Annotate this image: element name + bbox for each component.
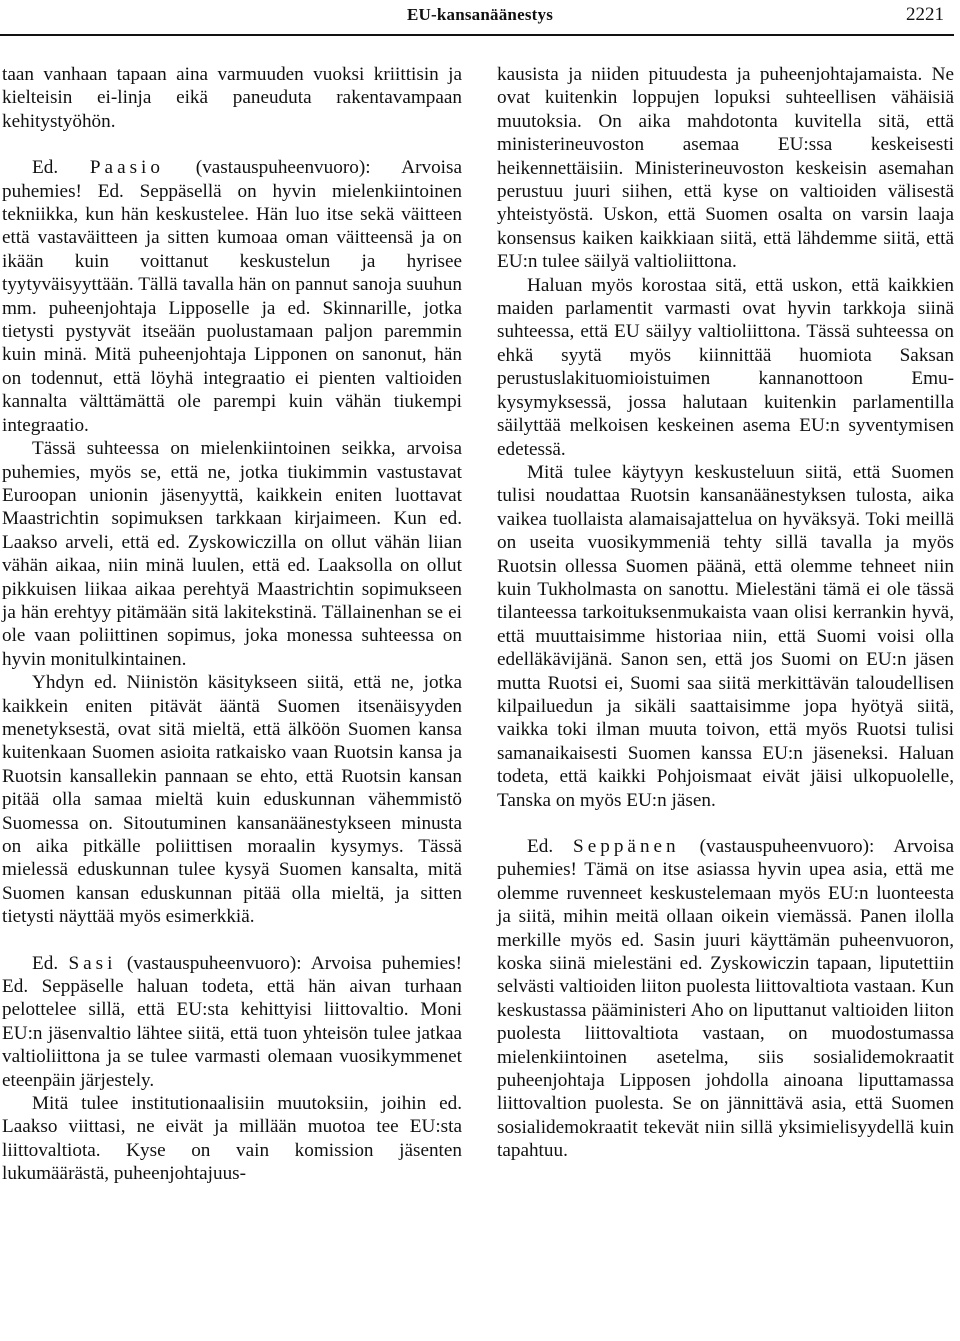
speaker-name: Seppänen	[573, 836, 680, 857]
paragraph-text: Mitä tulee institutionaalisiin muutoksiin, joihin ed. Laakso viittasi, ne eivät ja millään muotoa tee EU:sta liittovaltiota. Kyse on vain komission jäsenten lukumäärästä, puheenjohtajuus-	[2, 1093, 462, 1185]
paragraph-text: (vastauspuheenvuoro): Arvoisa puhemies! Tämä on itse asiassa hyvin upea asia, että me olemme ruvenneet keskustelemaan myös EU:n luonteesta ja siitä, mihin meitä ollaan oikein viemässä. Panen ilolla merkille myös ed. Sasin juuri käyttämän puheenvuoron, koska siinä mielestäni ed. Zyskowiczin tapaan, liputettiin selvästi valtioiden liiton puolesta liittovaltiota vastaan. Kun keskustassa pääministeri Aho on liputtanut valtioiden liiton puolesta liittovaltiota vastaan, on muodostumassa mielenkiintoinen asetelma, siis sosialidemokraatit puheenjohtaja Lipposen johdolla ainoana liputtamassa liittovaltion puolesta. Se on jännittävä asia, että Suomen sosialidemokraatit tekevät niin sillä yksimielisyydellä kuin tapahtuu.	[497, 836, 954, 1162]
speaker-prefix: Ed.	[32, 157, 90, 179]
paragraph-seppanen	[497, 835, 954, 1163]
paragraph-text: (vastauspuheenvuoro): Arvoisa puhemies! Ed. Seppäsellä on hyvin mielenkiintoinen tekniikka, kun hän keskustelee. Hän luo itse sekä väitteen että vastaväitteen ja sitten kumoaa oman väitteensä ja on ikään kuin voittanut keskustelun ja hyrisee tyytyväisyyttään. Tällä tavalla hän on pannut sanoja suuhun mm. puheenjohtaja Lipposelle ja ed. Skinnarille, jotka tietysti pystyvät itseään puolustamaan paljon paremmin kuin minä. Mitä puheenjohtaja Lipponen on sanonut, hän on todennut, että löyhä integraatio ei pienten valtioiden kannalta välttämättä ole parempi kuin vähän tiukempi integraatio.	[2, 157, 462, 436]
paragraph-text: Yhdyn ed. Niinistön käsitykseen siitä, että ne, jotka kaikkein eniten pitävät ääntä Suomen itsenäisyyden menetyksestä, ovat sitä mieltä, että älköön Suomen kansa kuitenkaan Suomen asioita ratkaisko vaan Ruotsin kansa ja Ruotsin kansallekin pannaan se ehto, että Ruotsin kansan pitää olla samaa mieltä kuin eduskunnan vähemmistö Suomessa on. Sitoutuminen kansanäänestykseen minusta on aika pitkälle poliittisen moraalin kysymys. Tässä mielessä eduskunnan tulee kysyä Suomen kansalta, mitä Suomen kansan eduskunnan pitää olla mieltä, ja sitten tietysti näyttää myös esimerkkiä.	[2, 672, 462, 928]
page-number: 2221	[906, 4, 944, 25]
right-column	[497, 63, 954, 1163]
speaker-prefix: Ed.	[527, 836, 574, 857]
paragraph-text: Mitä tulee käytyyn keskusteluun siitä, että Suomen tulisi noudattaa Ruotsin kansanäänestyksen tulosta, aika vaikea tuollaista alamaisajattelua on hyväksyä. Toki meillä on useita vuosikymmeniä tehty sillä tavalla ja myös Ruotsin ollessa Suomen päänä, että olemme tehneet niin kuin Tukholmasta on sanottu. Mielestäni tämä ei ole tässä tilanteessa tarkoituksenmukaista vaan olisi kerrankin hyvä, että muuttaisimme historiaa niin, että Suomi voisi olla edelläkävijänä. Sanon sen, että jos Suomi on EU:n jäsen mutta Ruotsi ei, Suomi saa siitä merkittävän taloudellisen kilpailuedun ja sikäli saattaisimme jopa hyötyä siitä, vaikka toki ilman muuta toivon, että myös Ruotsi tulisi samanaikaisesti Suomen kanssa EU:n jäseneksi. Haluan todeta, että kaikki Pohjoismaat eivät jäisi ulkopuolelle, Tanska on myös EU:n jäsen.	[497, 461, 954, 811]
paragraph-continuation: taan vanhaan tapaan aina varmuuden vuoksi kriittisin ja kielteisin ei-linja eikä paneuduta rakentavampaan kehitystyöhön.	[2, 64, 462, 132]
header-rule	[0, 34, 954, 36]
paragraph-text: (vastauspuheenvuoro): Arvoisa puhemies! Ed. Seppäselle haluan todeta, että hän aivan turhaan pelottelee sillä, että EU:sta kehittyisi liittovaltio. Moni EU:n jäsenvaltio lähtee siitä, että tuon yhteisön tulee jatkaa valtioliittona ja se tulee varmasti olemaan vuosikymmenet eteenpäin järjestely.	[2, 952, 462, 1091]
paragraph-paasio	[2, 156, 462, 437]
left-column	[2, 63, 462, 1186]
page-header	[0, 3, 950, 29]
speaker-name: Sasi	[68, 952, 117, 974]
paragraph-text: Tässä suhteessa on mielenkiintoinen seikka, arvoisa puhemies, myös se, että ne, jotka tiukimmin vastustavat Euroopan unionin jäsenyyttä, kaikkein eniten luottavat Maastrichtin sopimuksen tarkkaan kirjaimeen. Kun ed. Laakso arveli, että ed. Zyskowiczilla on ollut vähän liian vähän aikaa, niin minä luulen, että ed. Laaksolla on ollut pikkuisen liikaa aikaa perehtyä Maastrichtin sopimukseen ja hän erehtyy pitämään sitä lakitekstinä. Tällainenhan se ei ole vaan poliittinen sopimus, joka monessa suhteessa on hyvin monitulkintainen.	[2, 438, 462, 670]
paragraph-text: Haluan myös korostaa sitä, että uskon, että kaikkien maiden parlamentit varmasti ovat hyvin tarkkoja siinä suhteessa, että EU säilyy valtioliittona. Tässä suhteessa on ehkä syytä myös kiinnittää huomiota Saksan perustuslakituomioistuimen kannanottoon Emu-kysymyksessä, jossa halutaan kuitenkin parlamentilla säilyttää melkoisen keskeinen asema EU:n syventymisen edetessä.	[497, 274, 954, 460]
speaker-prefix: Ed.	[32, 952, 69, 974]
speaker-name: Paasio	[89, 157, 164, 179]
paragraph-continuation: kausista ja niiden pituudesta ja puheenjohtajamaista. Ne ovat kuitenkin loppujen lopuksi suhteellisen vähäisiä muutoksia. On aika mahdotonta kuvitella sitä, että ministerineuvoston asemaa EU:ssa keskeisesti heikennettäisiin. Ministerineuvoston keskeisin asemahan perustuu juuri siihen, että kyse on valtioiden välisestä yhteistyöstä. Uskon, että Suomen osalta on varsin laaja konsensus kaiken kaikkiaan siitä, että lähdemme siitä, että EU:n tulee säilyä valtioliittona.	[497, 64, 954, 273]
running-title: EU-kansanäänestys	[406, 5, 554, 24]
paragraph-sasi	[2, 952, 462, 1092]
